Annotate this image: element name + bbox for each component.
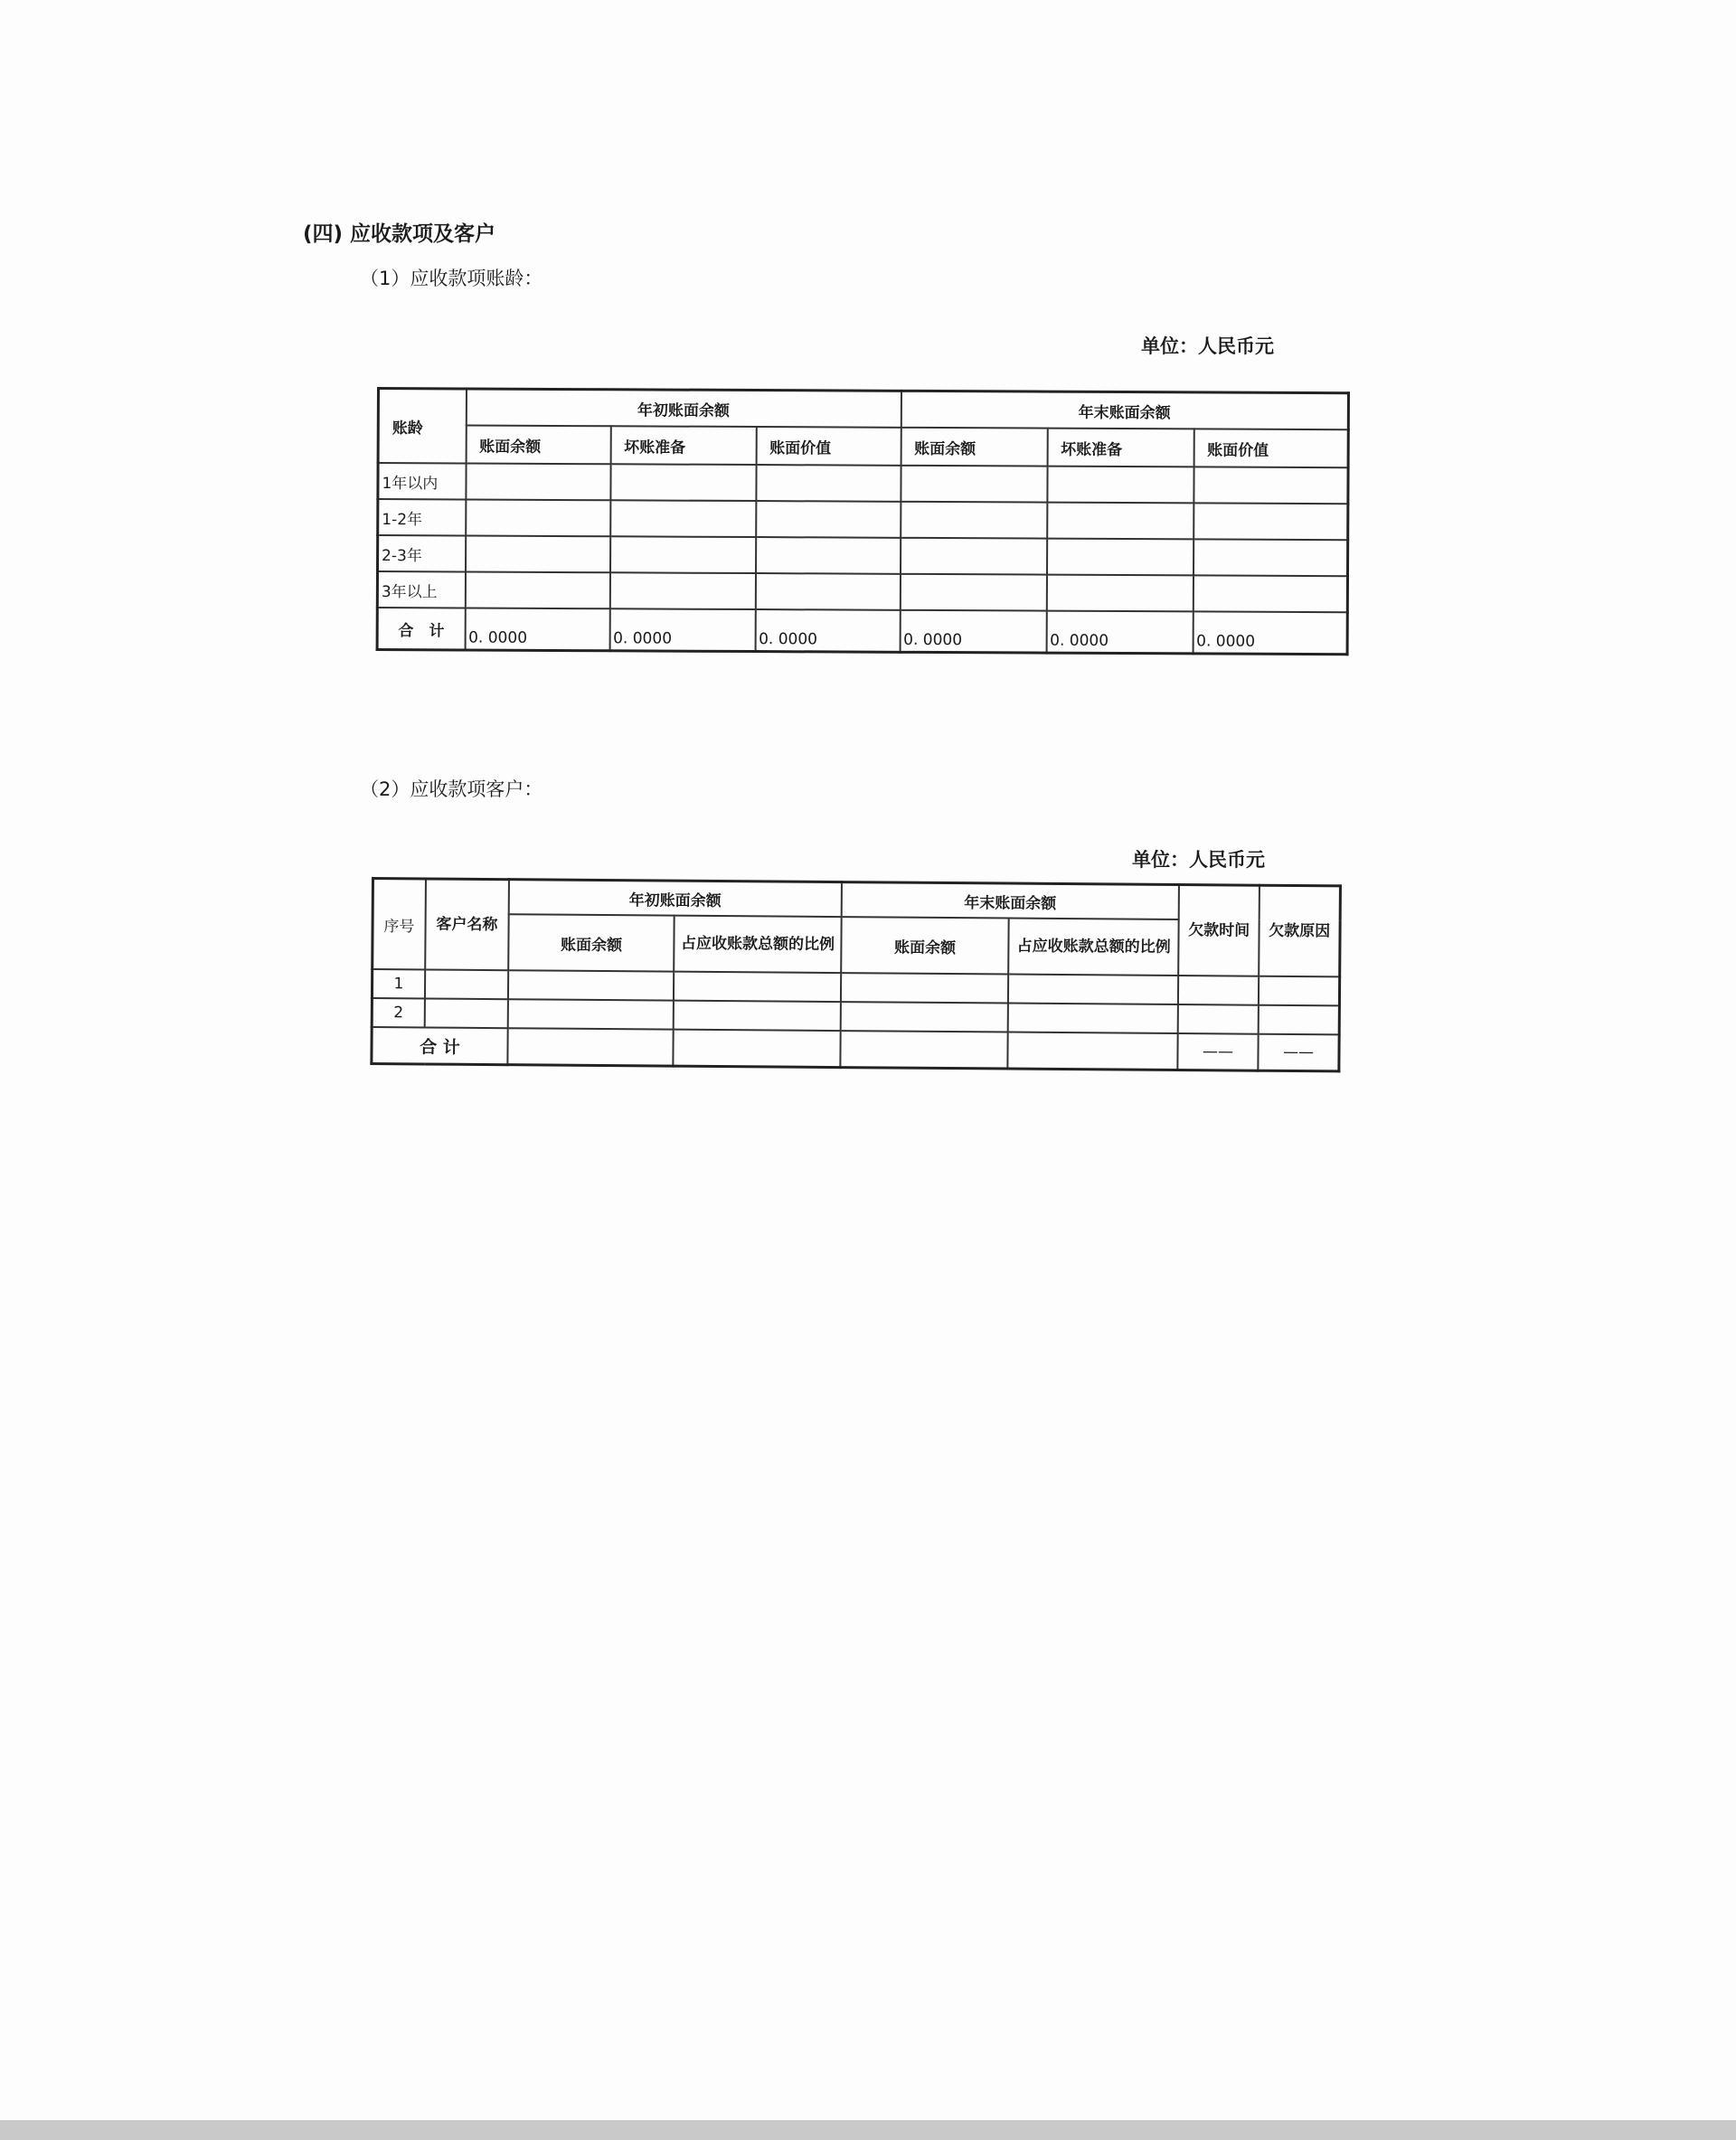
- table-cell: [1193, 575, 1347, 612]
- table-cell: [900, 574, 1046, 611]
- table-cell: [1259, 976, 1340, 1006]
- table-cell: [508, 999, 675, 1029]
- customers-total-label: 合 计: [372, 1027, 508, 1065]
- customers-row-number: 2: [372, 998, 424, 1027]
- aging-subheader: 账面余额: [901, 428, 1047, 467]
- customers-col-name: 客户名称: [425, 879, 509, 970]
- aging-group-end: 年末账面余额: [901, 391, 1348, 429]
- table-cell: [610, 464, 756, 501]
- customers-subheader-balance: 账面余额: [841, 917, 1009, 974]
- aging-col-age: 账龄: [378, 389, 466, 464]
- aging-total-label: 合 计: [377, 608, 465, 650]
- customers-total-dash: ——: [1259, 1034, 1340, 1071]
- customers-subheader-balance: 账面余额: [508, 914, 675, 971]
- customers-subtitle: （2）应收款项客户：: [360, 778, 543, 800]
- aging-header-row-1: [378, 389, 1348, 430]
- customers-col-time: 欠款时间: [1178, 885, 1260, 976]
- customers-group-begin: 年初账面余额: [509, 880, 842, 917]
- table-cell: [674, 972, 841, 1002]
- table-cell: [1194, 539, 1348, 576]
- table-cell: [1008, 1032, 1178, 1070]
- table-cell: [755, 573, 900, 610]
- customers-col-reason: 欠款原因: [1259, 885, 1340, 976]
- table-cell: [1008, 975, 1178, 1004]
- table-cell: [610, 536, 756, 573]
- table-cell: [756, 465, 901, 502]
- aging-subheader: 账面价值: [756, 427, 901, 466]
- aging-header-row-2: [378, 425, 1348, 467]
- table-cell: [1046, 575, 1193, 612]
- table-cell: [1047, 539, 1194, 576]
- table-cell: [1047, 503, 1194, 540]
- table-cell: [466, 535, 610, 572]
- table-cell: [841, 1002, 1009, 1032]
- aging-total-value: 0. 0000: [609, 608, 755, 651]
- aging-group-begin: 年初账面余额: [466, 389, 901, 428]
- customers-subheader-ratio: 占应收账款总额的比例: [675, 916, 842, 973]
- table-cell: [841, 973, 1009, 1003]
- aging-subheader: 账面价值: [1194, 429, 1348, 467]
- table-cell: [674, 1030, 841, 1068]
- section-title: (四) 应收款项及客户: [303, 222, 496, 246]
- aging-total-row: [377, 608, 1347, 655]
- table-cell: [840, 1031, 1008, 1069]
- customers-group-end: 年末账面余额: [842, 882, 1179, 919]
- aging-subheader: 坏账准备: [610, 426, 756, 465]
- aging-row-label: 2-3年: [378, 535, 466, 571]
- table-cell: [1259, 1005, 1340, 1035]
- table-row: [378, 535, 1348, 576]
- table-row: [378, 499, 1348, 540]
- table-cell: [1047, 467, 1194, 504]
- table-cell: [901, 538, 1047, 575]
- table-cell: [424, 998, 507, 1028]
- aging-row-label: 3年以上: [377, 571, 465, 608]
- table-row: [378, 463, 1348, 504]
- customers-row-number: 1: [372, 969, 424, 998]
- customers-subheader-ratio: 占应收账款总额的比例: [1009, 919, 1179, 976]
- table-cell: [1194, 503, 1348, 540]
- table-cell: [1178, 1004, 1259, 1034]
- customers-unit-label: 单位：人民币元: [1132, 849, 1265, 871]
- aging-total-value: 0. 0000: [900, 610, 1046, 653]
- table-cell: [465, 571, 609, 608]
- table-cell: [756, 501, 901, 538]
- table-cell: [466, 463, 610, 500]
- table-cell: [1178, 976, 1259, 1005]
- aging-subtitle: （1）应收款项账龄：: [360, 268, 543, 289]
- table-row: [377, 571, 1347, 612]
- table-cell: [508, 970, 675, 1000]
- table-cell: [901, 466, 1047, 503]
- scan-edge-bar: [0, 2120, 1736, 2140]
- aging-total-value: 0. 0000: [755, 609, 900, 652]
- table-cell: [755, 537, 900, 574]
- table-cell: [466, 499, 610, 536]
- customers-col-seq: 序号: [373, 879, 426, 970]
- aging-total-value: 0. 0000: [465, 608, 609, 650]
- aging-total-value: 0. 0000: [1193, 611, 1347, 654]
- aging-subheader: 坏账准备: [1047, 429, 1194, 467]
- aging-row-label: 1-2年: [378, 499, 466, 535]
- table-cell: [425, 969, 508, 999]
- aging-total-value: 0. 0000: [1046, 611, 1193, 654]
- customers-total-row: [372, 1027, 1339, 1071]
- aging-row-label: 1年以内: [378, 463, 466, 499]
- table-cell: [674, 1001, 841, 1031]
- table-cell: [610, 500, 756, 537]
- table-cell: [1008, 1004, 1178, 1033]
- customers-total-dash: ——: [1177, 1033, 1259, 1070]
- aging-unit-label: 单位：人民币元: [1141, 335, 1274, 357]
- table-cell: [1194, 467, 1348, 504]
- table-cell: [507, 1028, 674, 1066]
- customers-table: [370, 877, 1342, 1072]
- table-cell: [609, 572, 755, 609]
- aging-table: [376, 387, 1350, 655]
- aging-subheader: 账面余额: [466, 425, 610, 464]
- table-cell: [901, 502, 1047, 539]
